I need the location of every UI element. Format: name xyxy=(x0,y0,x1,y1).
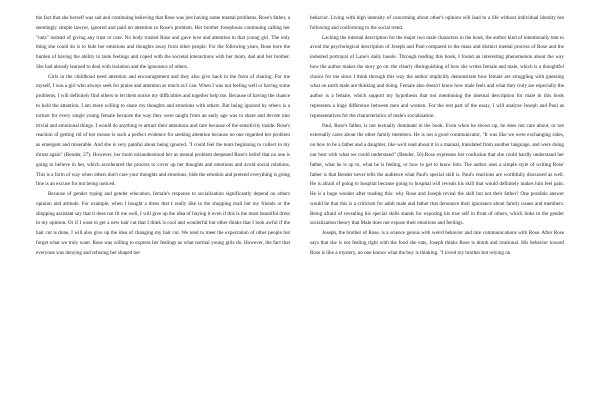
paragraph: Joseph, the brother of Rose, is a science genius with weird behavior and rare communications with Rose. After Rose says that she is not feeling right with the food she eats, Joseph thinks Rose is dumb and irrational. His behavior toward Rose is like a mystery, no one knows what the boy is thinking. "I loved my brother but relying on xyxy=(310,230,564,256)
paragraph: behavior. Living with high intensity of concerning about other's opinion will lead to a life without individual identity but following and conforming to the social trend. xyxy=(310,15,564,31)
paragraph: Paul, Rose's father, is not textually dominant in the book. Even when he shows up, he does not care about, or not externally cares about the other family members. He is not a good communicator, "It was like we were exchanging sides, on how to be a father and a daughter, like we'd read about it in a manual, translated from another language, and were doing our best with what we could understand" (Bender, 56).Rose expresses her confusion that she could hardly understand her father, what he is up to, what he is feeling, or how to get to know him. The author uses a simple style of writing Rose' father is that Bender never tells the audience what Paul's special skill is. Paul's reactions are worthfully discussed as well. He is afraid of going to hospital because going to hospital will reveals his skill that would definitely makes him feel pain. He is a huge wonder after reading this: why Rose and Joseph reveal the skill but not their father? One possible answer would be that this is a criticism for adult male and father that denounce their ignorance about family issues and members. Being afraid of revealing his special skills stands for exposing his true self in front of others, which links to the gender socialization theory that Male does not expose their emotions and feelings. xyxy=(310,122,564,227)
paragraph: Lacking the internal description for the major two male characters in the book, the author kind of intentionally tent to avoid the psychological description of Joseph and Paul compared to the mass and distinct mental process of Rose and the indented portrayal of Lane's daily hassle. Through reading this book, I found an interesting phenomenon about the way how the author makes the story go on: the clearly distinguishing of how she writes female and male, which is a thoughtful choice for me since I think through this way the author implicitly demonstrate how female are struggling with guessing what on earth male are thinking and doing. Female also doesn't know how male feels and what they truly are especially the author is a female, which support my hypothesis that not mentioning the internal description for male in this book represents a huge difference between men and women. For the rest part of the essay, I will analyze Joseph and Paul as representatives for the characteristics of male's socialization. xyxy=(310,34,564,119)
right-column xyxy=(310,14,564,410)
left-column xyxy=(36,14,290,410)
paragraph: Because of gender typing and gender education, female's response to socialization significantly depend on others opinion and attitude. For example, when I bought a dress that I really like in the shopping mall but my friends or the shopping assistant say that it does not fit me well, I will give up the idea of buying it even if this is the most beautiful dress in my opinion. Or if I want to get a new hair cut that I think is cool and wonderful but other thinks that I look awful if the hair cut is done, I will also give up the idea of changing my hair cut. We tend to meet the expectation of other people but forget what we truly want. Rose was willing to express her feelings as what normal young girls do. However, the fact that everyone was denying and refusing her shaped her xyxy=(36,191,290,256)
paragraph: Girls in the childhood need attention and encouragement and they also give back in the form of sharing. For me myself, I was a girl who always seek for praise and attention as much as I can. When I was not feeling well or having some problems, I will definitely find others to let them notice my difficulties and together help me. Because of having the chance to hold the attention, I am more willing to share my thoughts and emotions with others. But being ignored by others is a torture for every single young female because the way they were taught from an early age was to share and devote into trivial and emotional things. I would do anything to attract their attentions and care because of the sensitivity inside. Rose's reaction of getting rid of her mouse is such a perfect evidence for seeking attention because no one regarded her problem as emergent and miserable. And she is very painful about being ignored. "I could feel the tears beginning to collect in my throat again" (Bender, 27). However, her mom misunderstood her as mental problem deepened Rose's belief that no one is going to believe in her, which accelerated the process to cover up her thoughts and emotions and avoid social relations. This is a form of way when others don't care your thoughts and emotions, hide the emotion and pretend everything is going fine is an excuse for not being noticed. xyxy=(36,73,290,188)
paragraph: the fact that she herself was sad and continuing believing that Rose was just having some mental problems. Rose's father, a seemingly simple lawyer, ignored and paid no attention to Rose's problem. Her brother Josephwas continuing calling her "nuts" instead of giving any trust or care. No body trusted Rose and gave love and attention to that young girl. The only thing she could do is to hide her emotions and thoughts away from other people. For the following years, Rose bore the burden of having the ability to taste feelings and coped with the societal interactions with her mom, dad and her brother. She had already learned to deal with isolation and the ignorance of others. xyxy=(36,15,290,70)
two-column-body xyxy=(36,14,564,410)
